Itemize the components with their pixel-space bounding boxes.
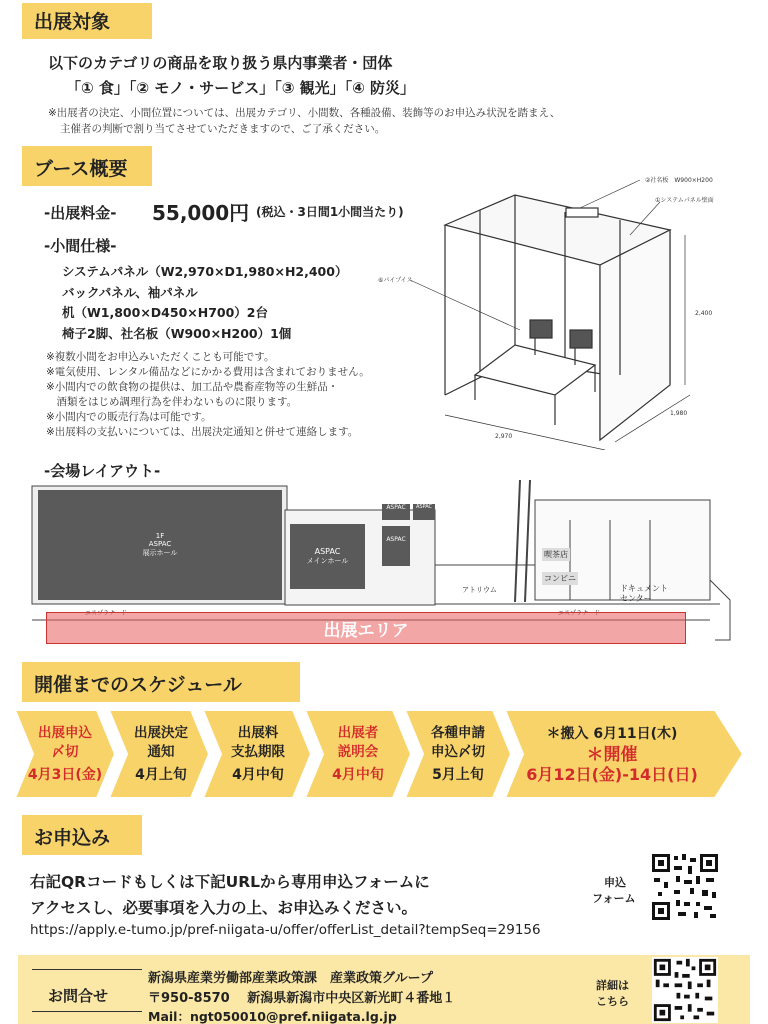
exhibit-area-label: 出展エリア	[323, 620, 409, 641]
apply-qr-label1: 申込	[604, 876, 626, 889]
fee-note: (税込・3日間1小間当たり)	[256, 205, 404, 219]
spec-3: 机（W1,800×D450×H700）2台	[62, 305, 268, 320]
diagram-dim-width: 2,970	[495, 433, 513, 440]
small-hall-3	[382, 526, 410, 566]
schedule-item-l2: 通知	[147, 743, 175, 760]
booth-notes	[46, 350, 370, 440]
schedule-item-l1: 出展決定	[134, 724, 188, 741]
small-hall-2-name: ASPAC	[415, 504, 433, 510]
apply-heading: お申込み	[22, 815, 142, 855]
schedule-item-deadline	[22, 710, 108, 798]
contact-address: 〒950-8570 新潟県新潟市中央区新光町４番地１	[148, 991, 456, 1006]
main-hall-name: ASPAC	[314, 547, 341, 556]
spec-label: -小間仕様-	[44, 237, 117, 255]
schedule-item-l3: 4月中旬	[232, 766, 284, 783]
schedule-item-l2: 〆切	[51, 743, 79, 760]
booth-note: ※小間内での飲食物の提供は、加工品や農畜産物等の生鮮品・	[46, 381, 339, 393]
contact-qr-code[interactable]	[652, 957, 718, 1023]
conveni-label: コンビニ	[544, 574, 576, 583]
schedule-item-decision	[118, 710, 204, 798]
schedule-item-payment	[212, 710, 304, 798]
booth-note: ※小間内での販売行為は可能です。	[46, 411, 212, 423]
contact-footer	[18, 955, 750, 1024]
schedule-item-l2: 申込〆切	[431, 743, 485, 760]
apply-line2: アクセスし、必要事項を入力の上、お申込みください。	[30, 899, 418, 917]
schedule-item-l1: 出展申込	[38, 724, 92, 741]
exhibitor-categories: 「① 食」「② モノ・サービス」「③ 観光」「④ 防災」	[66, 79, 416, 97]
apply-qr-code[interactable]	[650, 852, 720, 922]
venue-map	[30, 480, 740, 650]
exhibitor-note1: ※出展者の決定、小間位置については、出展カテゴリ、小間数、各種設備、装飾等のお申込み状況を踏まえ、	[48, 107, 561, 119]
schedule-item-event	[512, 710, 712, 798]
exhibit-area	[46, 612, 686, 644]
hall-1f	[38, 490, 282, 600]
spec-2: バックパネル、袖パネル	[62, 285, 198, 300]
contact-heading-rule-bottom	[32, 1011, 142, 1012]
small-hall-1	[382, 504, 410, 520]
contact-org: 新潟県産業労働部産業政策課 産業政策グループ	[148, 971, 433, 986]
contact-qr-label2: こちら	[596, 995, 629, 1008]
schedule-item-l2: 説明会	[337, 743, 379, 760]
booth-note: 酒類をはじめ調理行為を伴わないものに限ります。	[46, 396, 298, 408]
fee-value: 55,000円	[152, 201, 250, 225]
booth-note: ※複数小間をお申込みいただくことも可能です。	[46, 351, 275, 363]
contact-qr-label1: 詳細は	[596, 979, 629, 992]
schedule-heading: 開催までのスケジュール	[22, 662, 300, 702]
schedule-item-l1: 各種申請	[431, 724, 485, 741]
small-hall-3-name: ASPAC	[386, 536, 406, 543]
small-hall-1-name: ASPAC	[386, 504, 406, 511]
apply-qr-label2: フォーム	[592, 892, 636, 905]
schedule-item-briefing	[312, 710, 404, 798]
schedule-item-l3: 4月3日(金)	[27, 766, 103, 783]
schedule-item-l3: 4月中旬	[332, 766, 384, 783]
diagram-dim-depth: 1,980	[670, 410, 688, 417]
atrium-label: アトリウム	[462, 586, 497, 594]
exhibitor-note2: 主催者の判断で割り当てさせていただきますので、ご了承ください。	[60, 123, 386, 135]
schedule-item-l2: 支払期限	[231, 743, 285, 760]
diagram-label-panel: ①システムパネル壁面	[655, 197, 714, 204]
diagram-label-pipe: ⑥パイプイス	[378, 277, 413, 284]
fee-label: -出展料金-	[44, 204, 117, 222]
diagram-label-nameplate: ②社名板 W900×H200	[645, 177, 713, 184]
hall-1f-sub: 展示ホール	[142, 549, 178, 557]
booth-diagram	[370, 170, 740, 450]
schedule-final-l3: 6月12日(金)-14日(日)	[526, 764, 698, 784]
schedule-item-l1: 出展料	[237, 724, 279, 741]
main-hall-sub: メインホール	[306, 557, 349, 565]
spec-4: 椅子2脚、社名板（W900×H200）1個	[62, 326, 292, 341]
contact-mail-link[interactable]: Mail：ngt050010@pref.niigata.lg.jp	[148, 1009, 397, 1024]
apply-url-link[interactable]: https://apply.e-tumo.jp/pref-niigata-u/offer/offerList_detail?tempSeq=29156	[30, 922, 541, 938]
schedule-item-l1: 出展者	[337, 724, 379, 741]
booth-note: ※電気使用、レンタル備品などにかかる費用は含まれておりません。	[46, 366, 370, 378]
spec-1: システムパネル（W2,970×D1,980×H2,400）	[62, 264, 348, 279]
doc-center-label: ドキュメント センター	[620, 584, 668, 603]
main-hall	[290, 524, 365, 589]
booth-note: ※出展料の支払いについては、出展決定通知と併せて連絡します。	[46, 426, 359, 438]
small-hall-2	[413, 504, 435, 520]
schedule-item-l3: 4月上旬	[135, 766, 187, 783]
hall-1f-name: ASPAC	[148, 540, 172, 548]
schedule-item-applications	[412, 710, 504, 798]
hall-1f-floor: 1F	[155, 532, 165, 540]
schedule-item-l3: 5月上旬	[432, 766, 484, 783]
exhibitor-line1: 以下のカテゴリの商品を取り扱う県内事業者・団体	[48, 54, 393, 72]
layout-heading: -会場レイアウト-	[44, 462, 161, 480]
diagram-dim-height: 2,400	[695, 310, 713, 317]
exhibitor-heading: 出展対象	[22, 3, 152, 39]
apply-line1: 右記QRコードもしくは下記URLから専用申込フォームに	[30, 873, 430, 891]
schedule-final-l2: ＊開催	[586, 744, 638, 765]
contact-heading-rule-top	[32, 969, 142, 970]
booth-heading: ブース概要	[22, 146, 152, 186]
schedule-final-l1: ＊搬入 6月11日(木)	[546, 725, 678, 742]
contact-heading: お問合せ	[48, 987, 109, 1005]
cafe-label: 喫茶店	[544, 550, 568, 559]
